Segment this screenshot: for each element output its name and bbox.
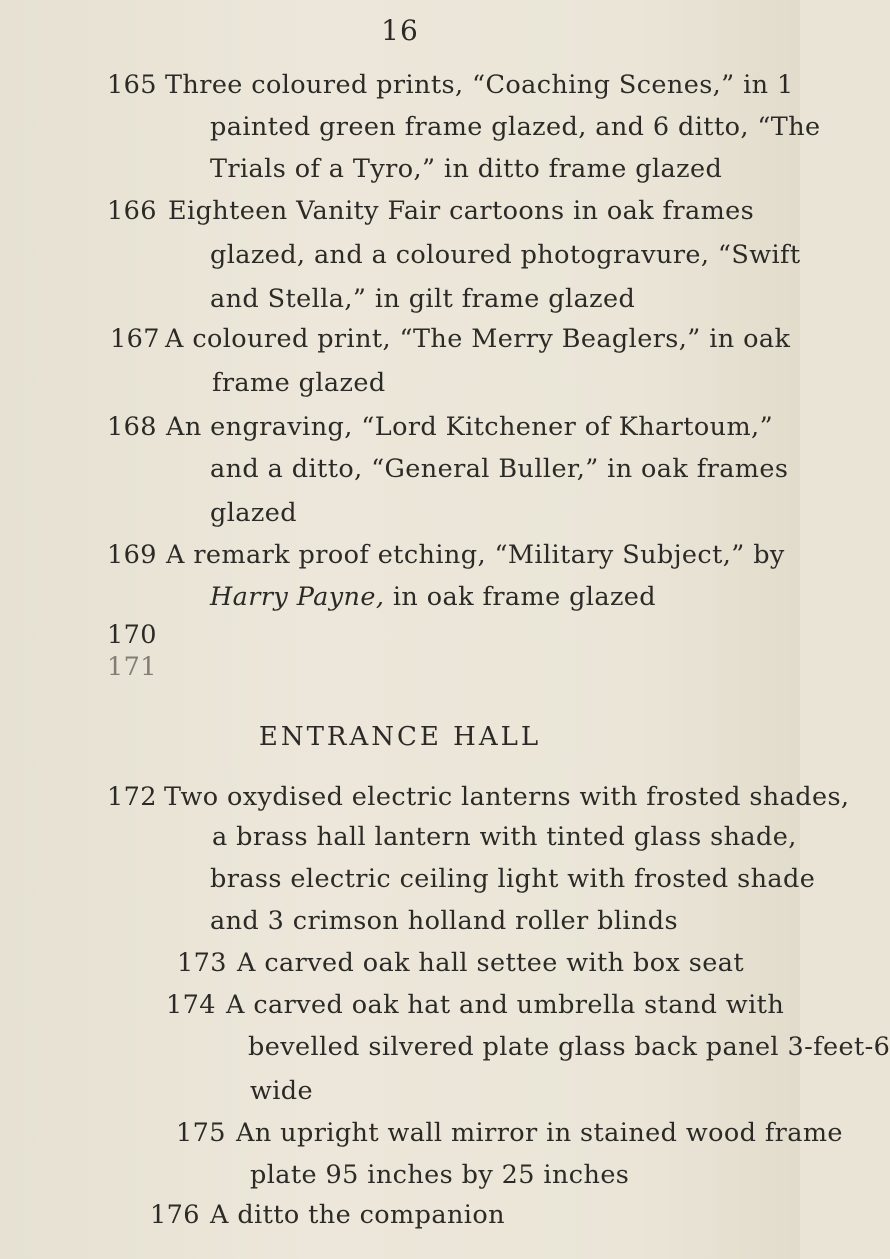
lot-number: 175 [176,1118,226,1148]
lot-line: frame glazed [212,368,386,398]
lot-line: A carved oak hat and umbrella stand with [226,990,785,1020]
page-number: 16 [381,14,419,47]
lot-line: plate 95 inches by 25 inches [250,1160,630,1190]
lot-line: Eighteen Vanity Fair cartoons in oak frames [168,196,755,226]
lot-number: 174 [166,990,216,1020]
lot-line: Three coloured prints, “Coaching Scenes,” in 1 [165,70,794,100]
lot-line: wide [250,1076,313,1106]
lot-line: and 3 crimson holland roller blinds [210,906,679,936]
lot-line: A remark proof etching, “Military Subject,” by [166,540,785,570]
lot-line: a brass hall lantern with tinted glass shade, [212,822,797,852]
lot-line: A carved oak hall settee with box seat [237,948,744,978]
lot-line: A coloured print, “The Merry Beaglers,” in oak [165,324,791,354]
section-heading: ENTRANCE HALL [258,722,542,752]
lot-line [210,580,656,614]
lot-line: brass electric ceiling light with frosted shade [210,864,816,894]
lot-line: Two oxydised electric lanterns with frosted shades, [164,782,850,812]
lot-number: 167 [110,324,160,354]
lot-line: bevelled silvered plate glass back panel 3-feet-6 [248,1032,890,1062]
lot-line: Trials of a Tyro,” in ditto frame glazed [210,154,723,184]
lot-number: 171 [107,652,157,682]
lot-line: A ditto the companion [210,1200,505,1230]
lot-line: An engraving, “Lord Kitchener of Khartoum,” [166,412,773,442]
lot-number: 168 [107,412,157,442]
lot-number: 176 [150,1200,200,1230]
lot-number: 165 [107,70,157,100]
lot-line: painted green frame glazed, and 6 ditto, “The [210,112,821,142]
lot-line: An upright wall mirror in stained wood frame [236,1118,843,1148]
lot-number: 166 [107,196,157,226]
lot-number: 169 [107,540,157,570]
lot-line: glazed [210,498,297,528]
lot-number: 172 [107,782,157,812]
lot-line: and a ditto, “General Buller,” in oak frames [210,454,789,484]
lot-line: and Stella,” in gilt frame glazed [210,284,636,314]
lot-line: glazed, and a coloured photogravure, “Swift [210,240,801,270]
lot-line-rest: in oak frame glazed [384,582,657,612]
artist-name: Harry Payne, [210,582,385,612]
lot-number: 173 [177,948,227,978]
lot-number: 170 [107,620,157,650]
